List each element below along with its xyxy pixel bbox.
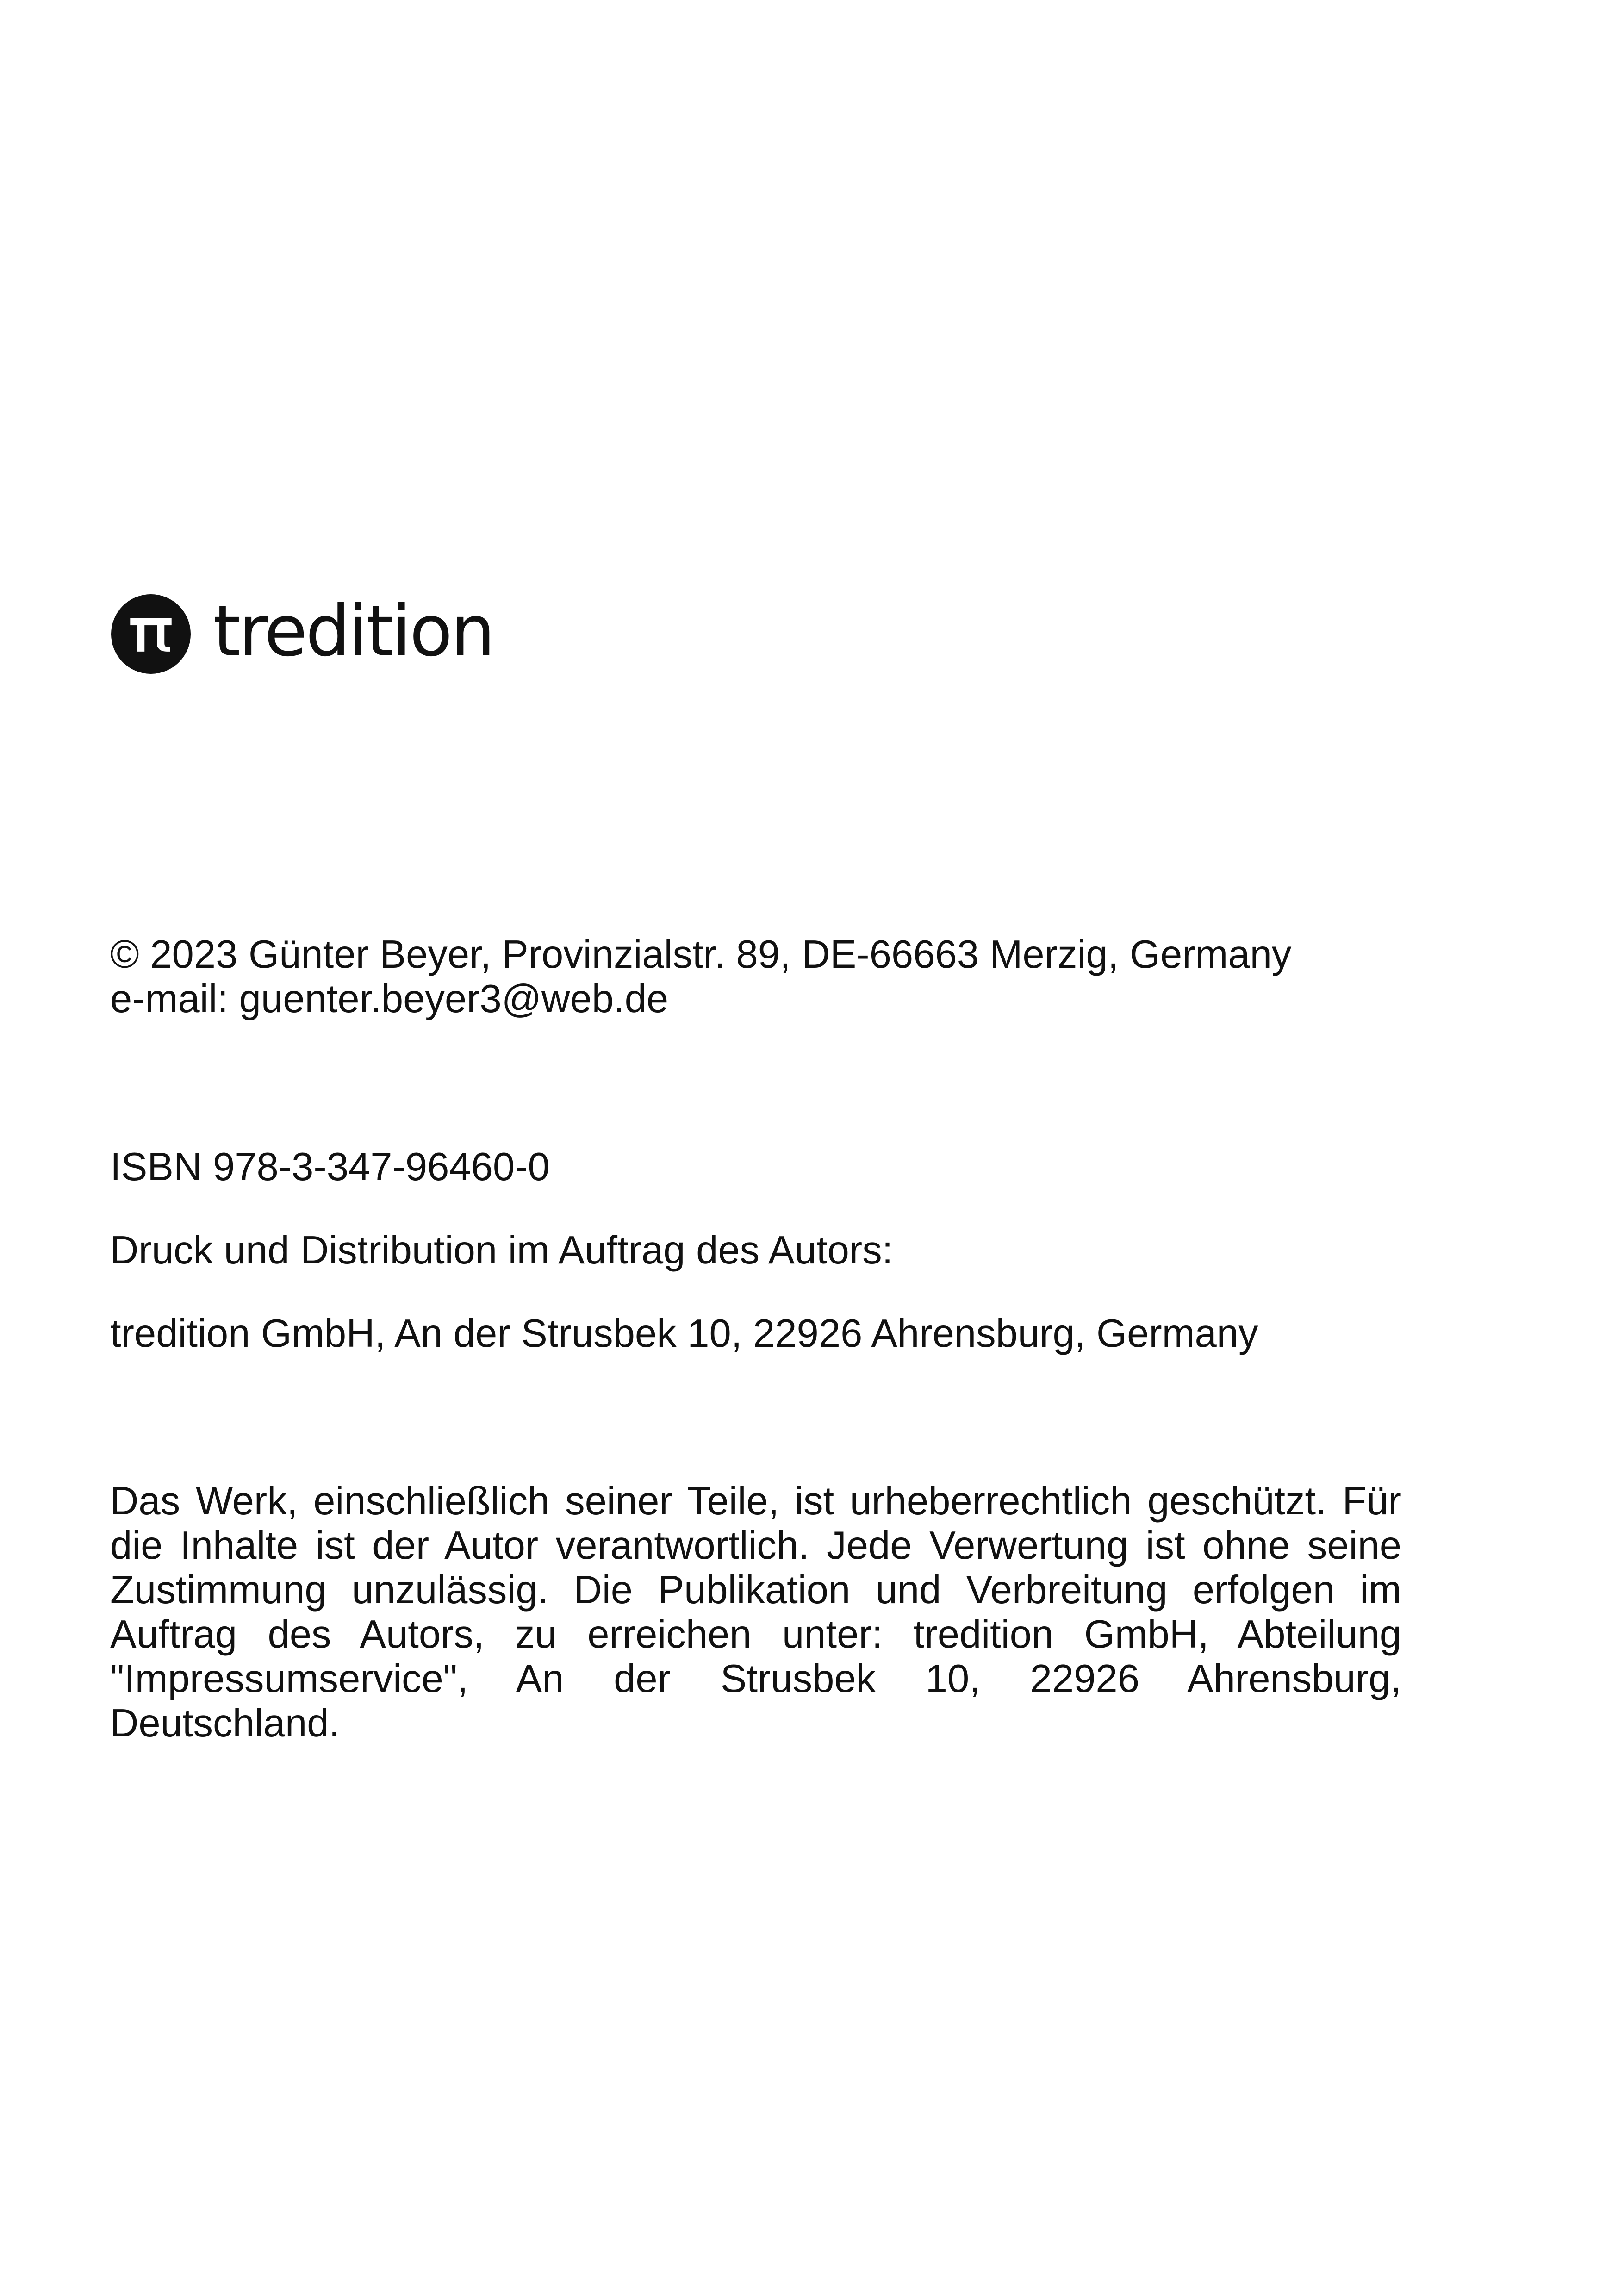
copyright-line: © 2023 Günter Beyer, Provinzialstr. 89, DE-66663 Merzig, Germany (110, 933, 1292, 977)
publisher-logo (111, 592, 493, 676)
legal-notice: Das Werk, einschließlich seiner Teile, ist urheberrechtlich geschützt. Für die Inhalte ist der Autor verantwortlich. Jede Verwertung ist ohne seine Zustimmung unzulässig. Die Publikation und Verbreitung erfolgen im Auftrag des Autors, zu erreichen unter: tredition GmbH, Abteilung "Impressumservice", An der Strusbek 10, 22926 Ahrensburg, Deutschland. (110, 1479, 1401, 1745)
print-distribution-line: Druck und Distribution im Auftrag des Autors: (110, 1228, 893, 1272)
logo-wordmark: tredition (213, 590, 494, 672)
isbn-line: ISBN 978-3-347-96460-0 (110, 1145, 550, 1189)
publisher-address-line: tredition GmbH, An der Strusbek 10, 22926 Ahrensburg, Germany (110, 1312, 1258, 1356)
email-line: e-mail: guenter.beyer3@web.de (110, 977, 669, 1021)
tredition-logo-icon (111, 594, 191, 674)
